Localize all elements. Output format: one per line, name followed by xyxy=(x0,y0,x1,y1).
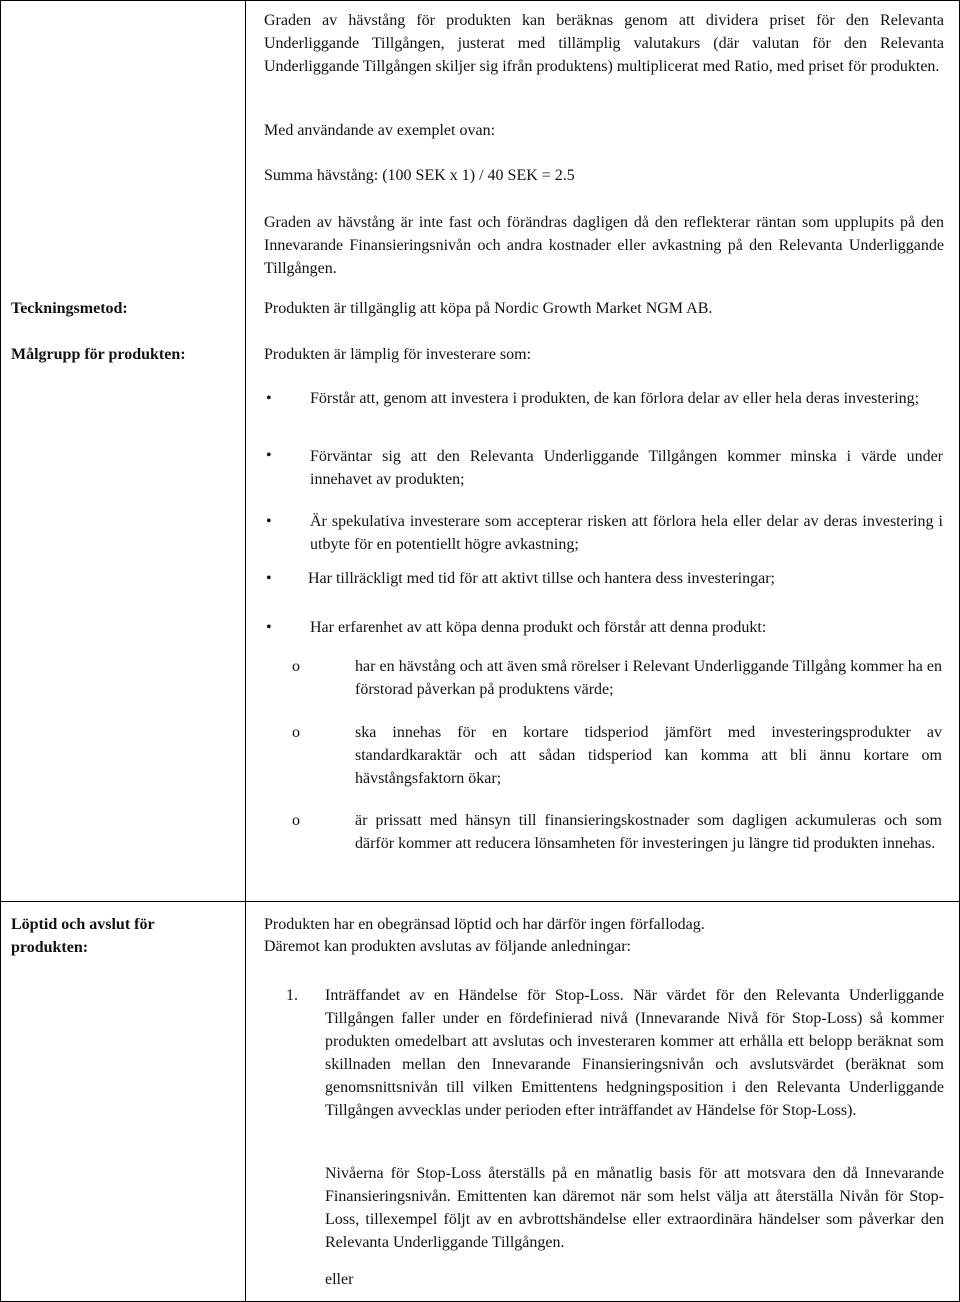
sub-list-item: har en hävstång och att även små rörelser i Relevant Underliggande Tillgång kommer ha en förstorad påverkan på produktens värde; xyxy=(355,658,942,698)
loptid-intro-line1: Produkten har en obegränsad löptid och har därför ingen förfallodag. xyxy=(264,916,705,933)
list-item: Förstår att, genom att investera i produkten, de kan förlora delar av eller hela deras investering; xyxy=(310,390,920,407)
bullet-marker: • xyxy=(266,619,272,636)
teckningsmetod-label: Teckningsmetod: xyxy=(11,300,128,317)
list-item: Har erfarenhet av att köpa denna produkt och förstår att denna produkt: xyxy=(310,619,767,636)
stop-loss-paragraph: Inträffandet av en Händelse för Stop-Loss. När värdet för den Relevanta Underliggande Tillgången faller under en fördefinierad nivå (Innevarande Nivå för Stop-Loss) så kommer produkten omedelbart att avslutas och investeraren kommer att erhålla ett belopp beräknat som skillnaden mellan den Innevarande Finansieringsnivån och avslutsvärdet (beräknat som genomsnittsnivån till vilken Emittentens hedgningsposition i den Relevanta Underliggande Tillgången avvecklas under perioden efter inträffandet av Händelse för Stop-Loss). xyxy=(325,987,944,1119)
bullet-marker: • xyxy=(266,513,272,530)
malgrupp-label: Målgrupp för produkten: xyxy=(11,346,186,363)
leverage-formula: Summa hävstång: (100 SEK x 1) / 40 SEK = 2.5 xyxy=(264,167,575,184)
stop-loss-reset-paragraph: Nivåerna för Stop-Loss återställs på en månatlig basis för att motsvara den då Innevarande Finansieringsnivån. Emittenten kan däremot när som helst välja att återställa Nivån för Stop-Loss, tillexempel följt av en avbrottshändelse eller extraordinära händelser som påverkar den Relevanta Underliggande Tillgången. xyxy=(325,1165,944,1251)
loptid-intro-line2: Däremot kan produkten avslutas av följande anledningar: xyxy=(264,938,631,955)
column-divider xyxy=(245,1,246,1301)
list-number: 1. xyxy=(286,987,298,1004)
list-item: Har tillräckligt med tid för att aktivt tillse och hantera dess investeringar; xyxy=(308,570,775,587)
loptid-label: Löptid och avslut för produkten: xyxy=(11,916,155,956)
malgrupp-intro: Produkten är lämplig för investerare som: xyxy=(264,346,532,363)
list-item: Är spekulativa investerare som accepterar risken att förlora hela eller delar av deras investering i utbyte för en potentiellt högre avkastning; xyxy=(310,513,943,553)
sub-list-item: är prissatt med hänsyn till finansieringskostnader som dagligen ackumuleras och som därför kommer att reducera lönsamheten för investeringen ju längre tid produkten innehas. xyxy=(355,812,942,852)
sub-bullet-marker: o xyxy=(292,658,300,675)
bullet-marker: • xyxy=(266,447,272,464)
sub-bullet-marker: o xyxy=(292,812,300,829)
teckningsmetod-text: Produkten är tillgänglig att köpa på Nordic Growth Market NGM AB. xyxy=(264,300,713,317)
bullet-marker: • xyxy=(266,390,272,407)
leverage-paragraph: Graden av hävstång för produkten kan beräknas genom att dividera priset för den Relevanta Underliggande Tillgången, justerat med tillämplig valutakurs (där valutan för den Relevanta Underliggande Tillgången skiljer sig ifrån produktens) multiplicerat med Ratio, med priset för produkten. xyxy=(264,12,944,75)
list-item: Förväntar sig att den Relevanta Underliggande Tillgången kommer minska i värde under innehavet av produkten; xyxy=(310,448,943,488)
leverage-variation-paragraph: Graden av hävstång är inte fast och förändras dagligen då den reflekterar räntan som upplupits på den Innevarande Finansieringsnivån och andra kostnader eller avkastning på den Relevanta Underliggande Tillgången. xyxy=(264,214,944,277)
row-divider xyxy=(1,901,959,902)
example-intro: Med användande av exemplet ovan: xyxy=(264,122,496,139)
sub-list-item: ska innehas för en kortare tidsperiod jämfört med investeringsprodukter av standardkaraktär och att sådan tidsperiod kan komma att bli ännu kortare om hävstångsfaktorn ökar; xyxy=(355,724,942,787)
eller-text: eller xyxy=(325,1271,354,1288)
bullet-marker: • xyxy=(266,570,272,587)
sub-bullet-marker: o xyxy=(292,724,300,741)
